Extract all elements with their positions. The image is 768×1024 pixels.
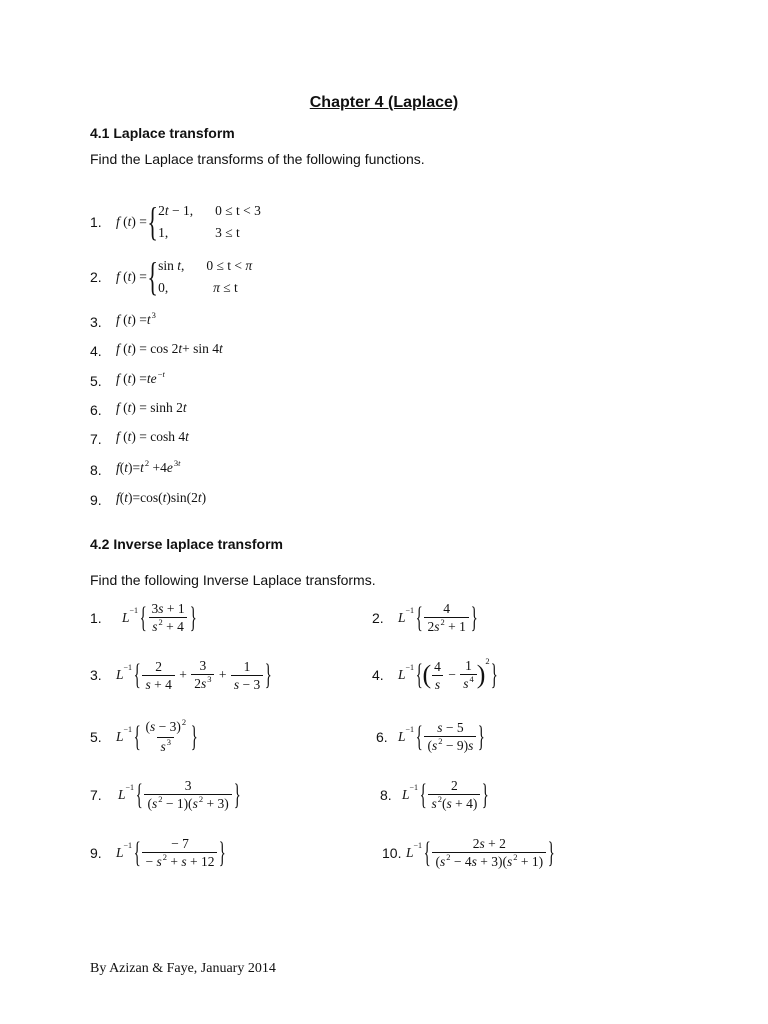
problem-number: 2. — [372, 610, 384, 626]
inverse-problem-8-equation: L −1 { $\frac{2}{s^2(s + 4)}$ } — [402, 777, 490, 811]
problem-number: 6. — [376, 729, 388, 745]
problem-number: 9. — [90, 492, 102, 508]
problem-number: 7. — [90, 787, 102, 803]
inverse-problem-1-equation: L −1 { $\frac{3s + 1}{s^2 + 4}$ } — [122, 600, 197, 634]
problem-number: 3. — [90, 667, 102, 683]
problem-4-equation: f ( t ) = cos 2 t + sin 4 t — [116, 341, 223, 356]
problem-number: 9. — [90, 845, 102, 861]
page-title: Chapter 4 (Laplace) — [309, 94, 459, 111]
inverse-problem-7-equation: L −1 { $\frac{3}{(s^2 - 1)(s^2 + 3)}$ } — [118, 777, 241, 811]
problem-number: 8. — [90, 462, 102, 478]
problem-9-equation: f ( t )=cos( t )sin(2 t ) — [116, 490, 207, 505]
problem-number: 8. — [380, 787, 392, 803]
inverse-problem-2-equation: L −1 { $\frac{4}{2s^2 + 1}$ } — [398, 600, 478, 634]
problem-number: 7. — [90, 431, 102, 447]
inverse-problem-9-equation: L −1 { $\frac{- 7}{- s^2 + s + 12}$ } — [116, 835, 227, 869]
problem-number: 1. — [90, 610, 102, 626]
problem-number: 2. — [90, 269, 102, 285]
problem-number: 1. — [90, 214, 102, 230]
problem-number: 4. — [372, 667, 384, 683]
problem-number: 6. — [90, 402, 102, 418]
problem-number: 10. — [382, 845, 402, 861]
inverse-problem-4-equation: L −1 { ( $\frac{4}{s}$ − $\frac{1}{s^4}$ ) $^2$ } — [398, 656, 498, 692]
problem-2-equation: f ( t ) = { sin t, 0 ≤ t < π 0, π ≤ t — [116, 254, 253, 299]
inverse-problem-6-equation: L −1 { $\frac{s - 5}{(s^2 - 9)s}$ } — [398, 719, 486, 753]
problem-6-equation: f ( t ) = sinh 2 t — [116, 400, 187, 415]
problem-1-equation: f ( t ) = { 2t − 1, 0 ≤ t < 3 1, 3 ≤ t — [116, 199, 261, 244]
inverse-problem-5-equation: L −1 { $\frac{(s - 3)^2}{s^3}$ } — [116, 717, 198, 754]
problem-number: 4. — [90, 343, 102, 359]
inverse-problem-3-equation: L −1 { $\frac{2}{s + 4}$ + $\frac{3}{2s^3}$ + $\frac{1}{s - 3}$ } — [116, 657, 273, 692]
problem-number: 5. — [90, 729, 102, 745]
problem-8-equation: f ( t )= t $^2$ +4 e $^{3t}$ — [116, 457, 181, 475]
section-heading-inverse: 4.2 Inverse laplace transform — [90, 536, 283, 552]
problem-7-equation: f ( t ) = cosh 4 t — [116, 429, 189, 444]
problem-number: 3. — [90, 314, 102, 330]
problem-3-equation: f ( t ) = t $^3$ — [116, 309, 156, 327]
problem-number: 5. — [90, 373, 102, 389]
section-heading-laplace: 4.1 Laplace transform — [90, 125, 235, 141]
problem-5-equation: f ( t ) = te $^{-t}$ — [116, 368, 165, 386]
section-instruction-laplace: Find the Laplace transforms of the following functions. — [90, 151, 425, 167]
inverse-problem-10-equation: L −1 { $\frac{2s + 2}{(s^2 - 4s + 3)(s^2 + 1)}$ } — [406, 835, 555, 869]
section-instruction-inverse: Find the following Inverse Laplace transforms. — [90, 572, 376, 588]
footer-credit: By Azizan & Faye, January 2014 — [90, 961, 276, 976]
